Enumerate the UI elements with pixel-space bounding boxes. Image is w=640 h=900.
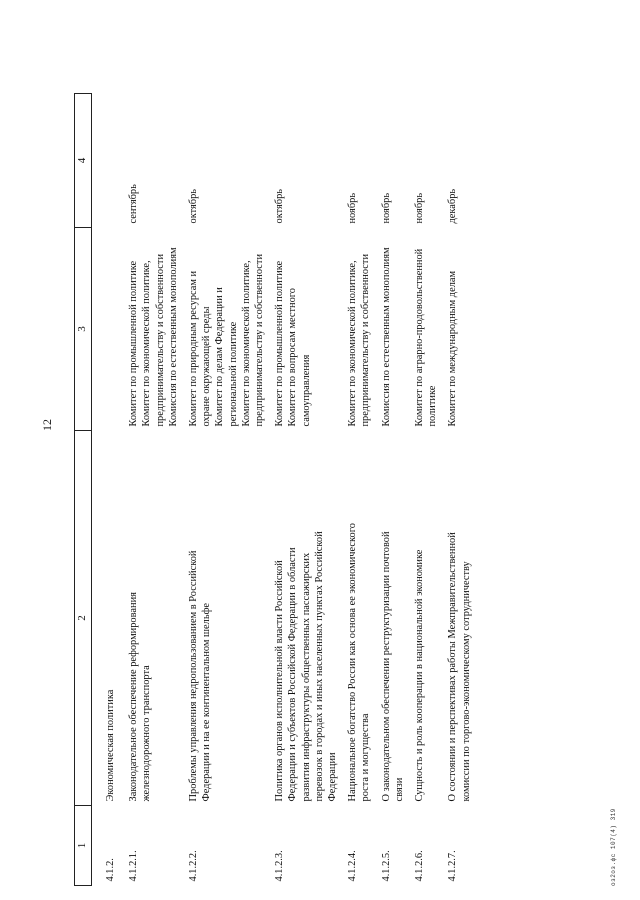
table-row: [378, 94, 411, 886]
section-code: 4.1.2.: [105, 858, 116, 882]
item-title-line: Сущность и роль кооперации в национальной экономике: [414, 549, 426, 802]
item-title-line: Политика органов исполнительной власти Российской: [274, 560, 286, 802]
responsible-committees-line: предпринимательству и собственности: [154, 253, 166, 427]
item-title: [378, 431, 411, 806]
responsible-committees-line: Комитет по экономической политике,: [347, 260, 359, 427]
table-row: [185, 94, 271, 886]
item-month: октябрь: [188, 188, 200, 224]
responsible-committees-line: предпринимательству и собственности: [254, 253, 266, 427]
item-title: [185, 431, 271, 806]
section-row: [92, 94, 126, 886]
responsible-committees-line: охране окружающей среды: [201, 306, 213, 427]
responsible-committees-line: Комитет по экономической политике,: [141, 260, 153, 427]
item-title-line: Законодательное обеспечение реформирования: [128, 592, 140, 802]
column-header: 2: [75, 431, 92, 806]
column-header: 4: [75, 94, 92, 228]
responsible-committees: [271, 228, 344, 431]
table-row: [411, 94, 444, 886]
item-code: 4.1.2.7.: [447, 850, 459, 882]
column-header: 3: [75, 228, 92, 431]
responsible-committees: [378, 228, 411, 431]
item-title-line: Федерации и субъектов Российской Федерации в области: [287, 547, 299, 802]
item-title-line: роста и могущества: [360, 713, 372, 802]
table-row: [271, 94, 344, 886]
item-title-line: связи: [393, 777, 405, 802]
item-month: ноябрь: [380, 192, 392, 224]
item-title: [125, 431, 185, 806]
item-title-line: перевозок в городах и иных населенных пунктах Российской: [313, 531, 325, 802]
responsible-committees: [125, 228, 185, 431]
item-month: ноябрь: [414, 192, 426, 224]
item-code: 4.1.2.4.: [347, 850, 359, 882]
responsible-committees-line: Комитет по промышленной политике: [128, 260, 140, 427]
item-title-line: Проблемы управления недропользованием в Российской: [188, 550, 200, 802]
item-title: [411, 431, 444, 806]
table-row: [125, 94, 185, 886]
item-code: 4.1.2.1.: [128, 850, 140, 882]
schedule-table: [74, 93, 478, 886]
item-title-line: комиссии по торгово-экономическому сотрудничеству: [460, 561, 472, 802]
item-title: [271, 431, 344, 806]
responsible-committees-line: Комитет по аграрно-продовольственной: [414, 248, 426, 427]
section-title: Экономическая политика: [105, 689, 116, 802]
item-code: 4.1.2.2.: [188, 850, 200, 882]
item-month: октябрь: [274, 188, 286, 224]
responsible-committees-line: предпринимательству и собственности: [360, 253, 372, 427]
responsible-committees-line: Комитет по промышленной политике: [274, 260, 286, 427]
responsible-committees: [444, 228, 477, 431]
responsible-committees: [185, 228, 271, 431]
item-month: сентябрь: [128, 184, 140, 224]
item-title-line: железнодорожного транспорта: [141, 665, 153, 802]
responsible-committees-line: Комитет по вопросам местного: [287, 287, 299, 427]
column-header: 1: [75, 806, 92, 886]
table-header-row: [75, 94, 92, 886]
responsible-committees-line: региональной политике: [227, 321, 239, 427]
item-title-line: Национальное богатство России как основа ее экономического: [347, 523, 359, 802]
item-title: [344, 431, 377, 806]
page-number: 12: [40, 419, 54, 431]
item-month: ноябрь: [347, 192, 359, 224]
item-month: декабрь: [447, 188, 459, 224]
table-row: [444, 94, 477, 886]
item-title-line: О законодательном обеспечении реструктуризации почтовой: [380, 531, 392, 802]
responsible-committees-line: Комиссия по естественным монополиям: [380, 247, 392, 427]
responsible-committees-line: Комиссия по естественным монополиям: [167, 247, 179, 427]
item-code: 4.1.2.5.: [380, 850, 392, 882]
item-code: 4.1.2.6.: [414, 850, 426, 882]
item-title-line: Федерации и на ее континентальном шельфе: [201, 603, 213, 802]
item-title: [444, 431, 477, 806]
responsible-committees-line: Комитет по международным делам: [447, 270, 459, 427]
item-title-line: Федерации: [327, 752, 339, 802]
responsible-committees-line: самоуправления: [300, 354, 312, 427]
responsible-committees-line: Комитет по делам Федерации и: [214, 287, 226, 427]
responsible-committees: [344, 228, 377, 431]
print-mark: оз2оз.фс 107(4) 319: [610, 808, 617, 886]
item-title-line: развития инфраструктуры общественных пассажирских: [300, 552, 312, 802]
responsible-committees-line: Комитет по экономической политике,: [240, 260, 252, 427]
item-title-line: О состоянии и перспективах работы Межправительственной: [447, 532, 459, 802]
responsible-committees: [411, 228, 444, 431]
table-row: [344, 94, 377, 886]
item-code: 4.1.2.3.: [274, 850, 286, 882]
responsible-committees-line: Комитет по природным ресурсам и: [188, 270, 200, 427]
responsible-committees-line: политике: [427, 385, 439, 427]
